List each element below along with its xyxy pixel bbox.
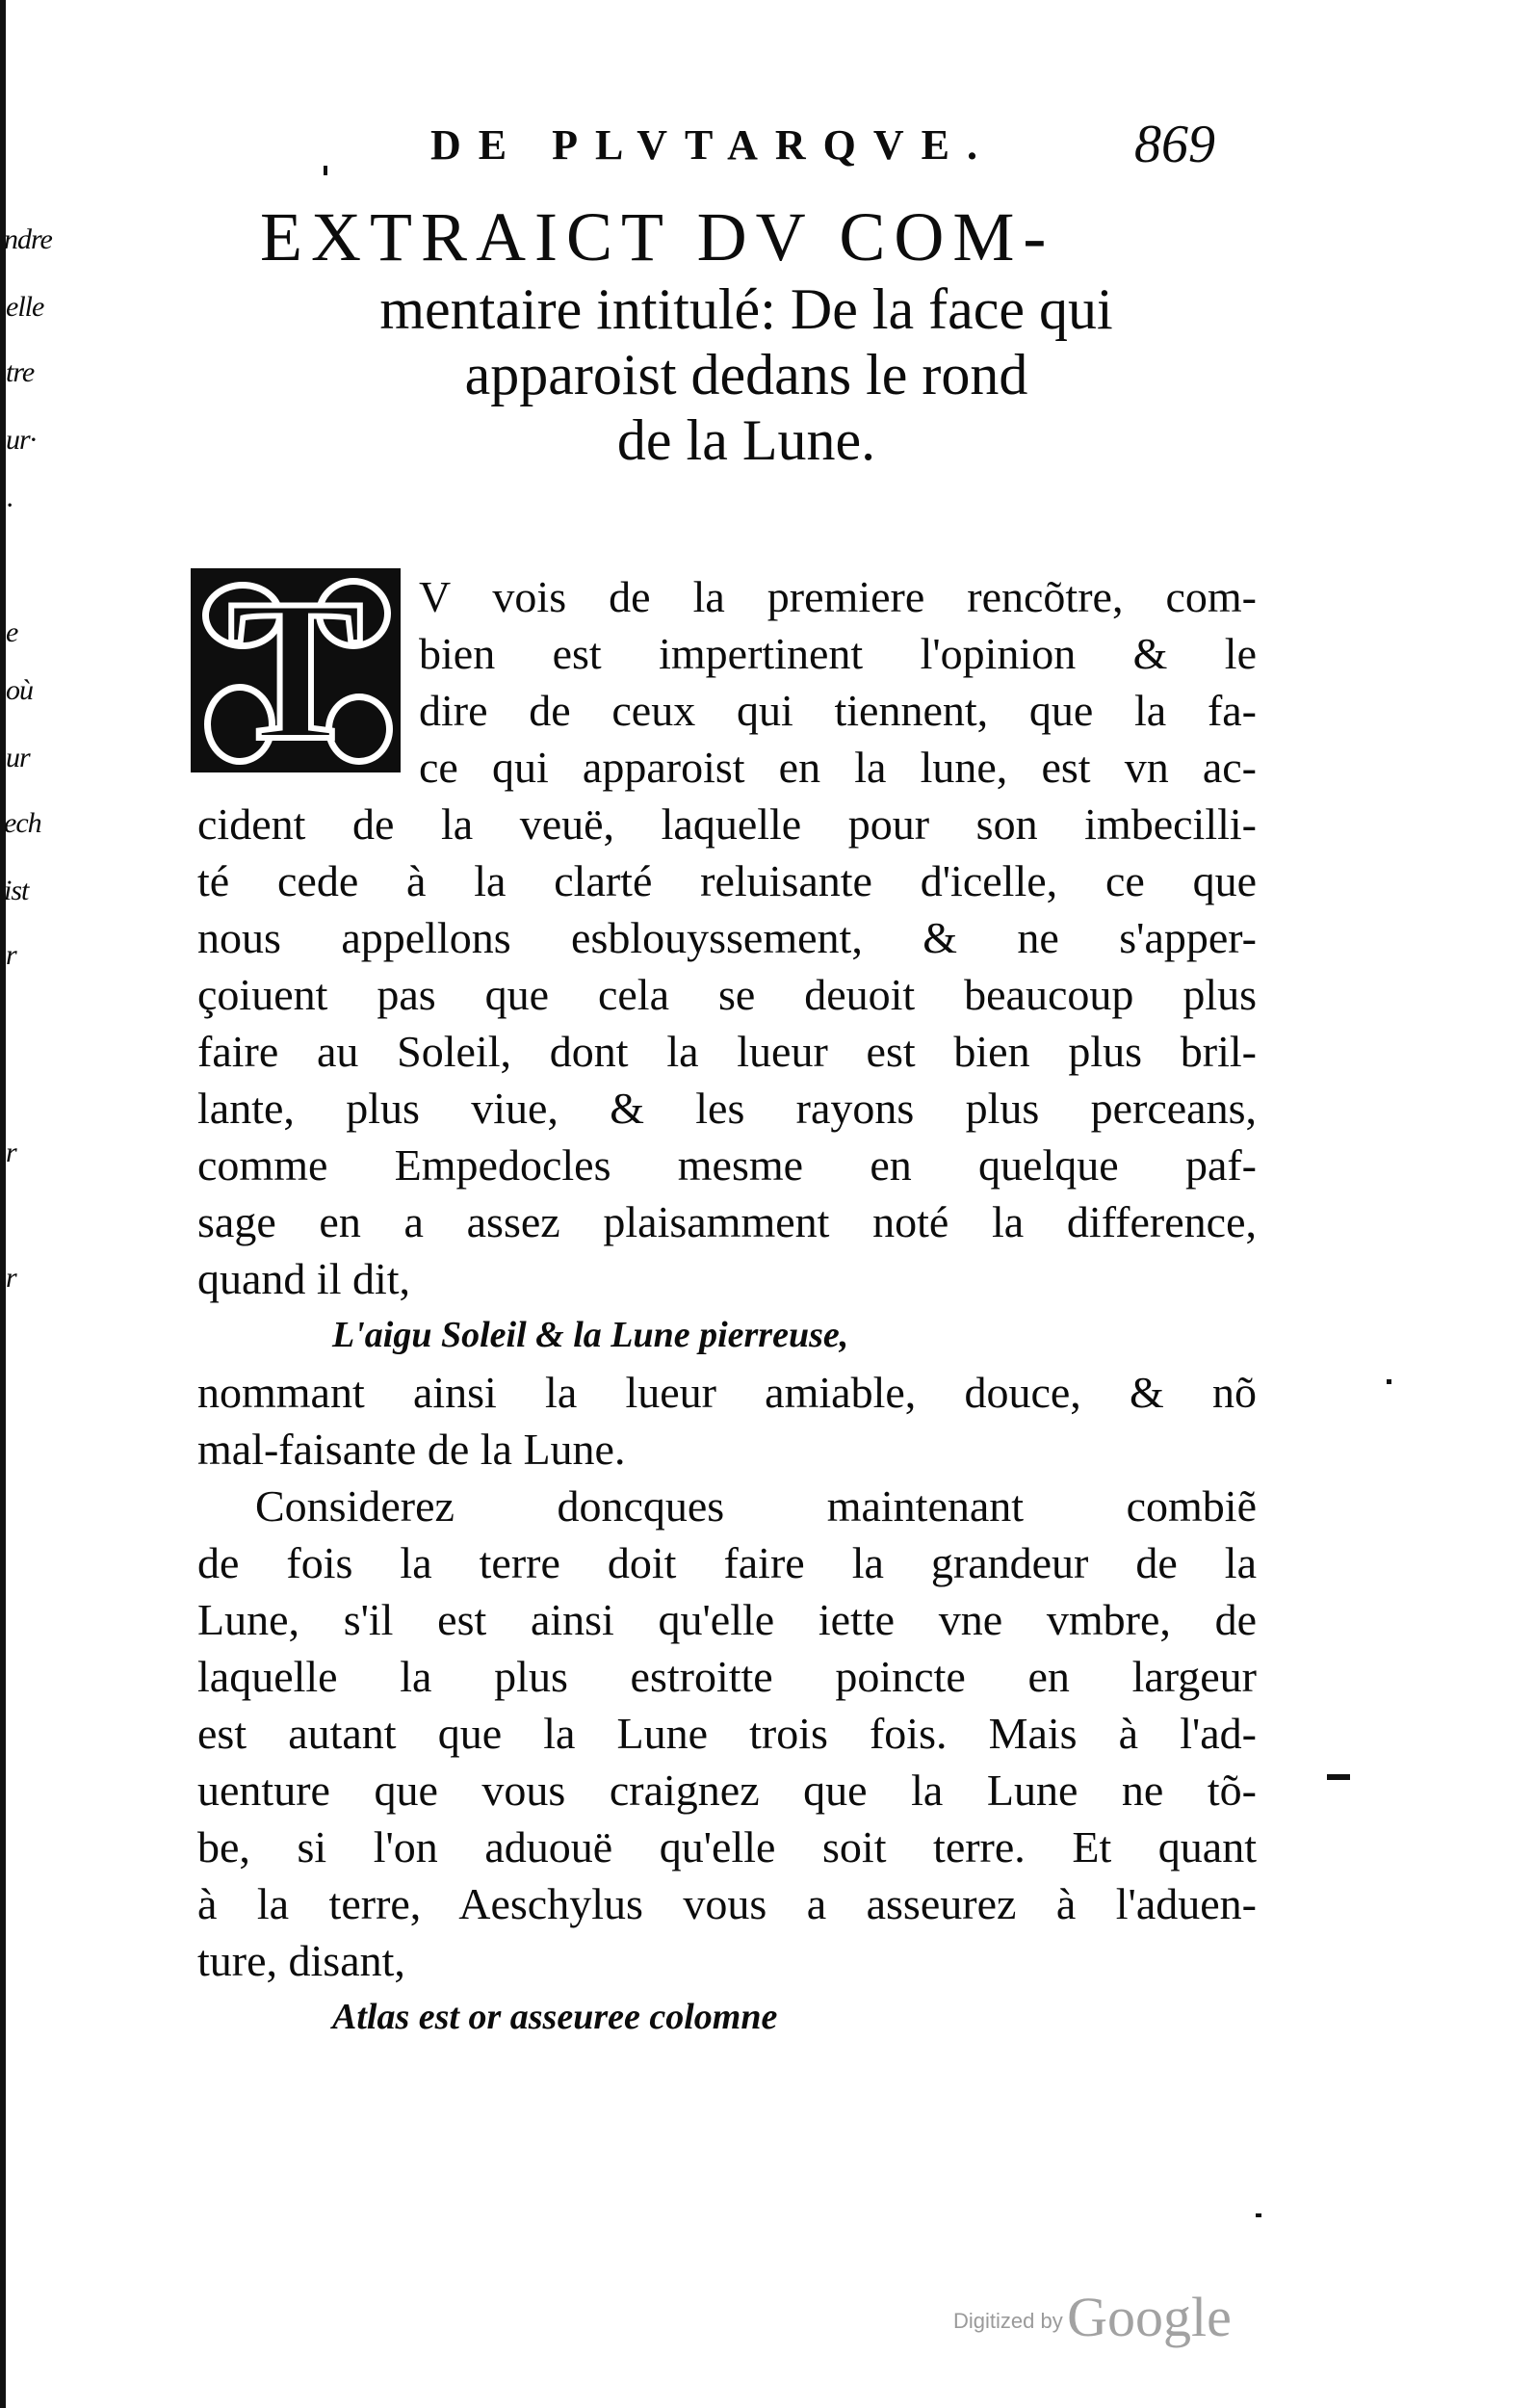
stray-mark (1327, 1774, 1350, 1780)
text-line: sage en a assez plaisamment noté la difference, (197, 1197, 1257, 1246)
stray-mark (1387, 1379, 1391, 1384)
text-line: lante, plus viue, & les rayons plus perceans, (197, 1084, 1257, 1133)
text-line: mal-faisante de la Lune. (197, 1425, 626, 1474)
text-line: est autant que la Lune trois fois. Mais à l'ad- (197, 1709, 1257, 1758)
gutter-fragment: r (6, 1137, 16, 1168)
gutter-fragment: ech (4, 807, 41, 839)
text-line: Lune, s'il est ainsi qu'elle iette vne vmbre, de (197, 1595, 1257, 1644)
page-number: 869 (1134, 115, 1215, 174)
stray-mark (324, 166, 327, 175)
gutter-fragment: e (6, 616, 18, 648)
google-logo: Google (1067, 2286, 1232, 2348)
body-text (197, 568, 1257, 2046)
verse-quotation: Atlas est or asseuree colomne (332, 1997, 778, 2037)
text-line: té cede à la clarté reluisante d'icelle, ce que (197, 856, 1257, 905)
text-line: ture, disant, (197, 1936, 405, 1985)
gutter-fragment: ndre (4, 223, 52, 255)
title-line: de la Lune. (616, 408, 876, 472)
drop-initial-letter: T (227, 568, 364, 772)
text-line: V vois de la premiere rencõtre, com- (419, 572, 1257, 621)
text-line: nommant ainsi la lueur amiable, douce, & nõ (197, 1368, 1257, 1417)
text-line: bien est impertinent l'opinion & le (419, 629, 1257, 678)
text-line: comme Empedocles mesme en quelque paf- (197, 1140, 1257, 1190)
gutter-fragment: ur (6, 742, 30, 773)
watermark-prefix: Digitized by (953, 2309, 1063, 2333)
gutter-fragment: où (6, 674, 33, 706)
text-line: be, si l'on aduouë qu'elle soit terre. Et quant (197, 1822, 1257, 1871)
text-line: dire de ceux qui tiennent, que la fa- (419, 686, 1257, 735)
gutter-fragment: tre (6, 356, 35, 388)
text-line: Considerez doncques maintenant combiẽ (255, 1481, 1257, 1531)
text-line: quand il dit, (197, 1254, 411, 1303)
text-line: laquelle la plus estroitte poincte en largeur (197, 1652, 1257, 1701)
text-line: de fois la terre doit faire la grandeur de la (197, 1538, 1257, 1587)
digitized-watermark (953, 2285, 1232, 2349)
text-line: uenture que vous craignez que la Lune ne tõ- (197, 1766, 1257, 1815)
gutter-fragment: ur· (6, 424, 37, 456)
title-line: EXTRAICT DV COM- (260, 198, 1055, 275)
title-line: mentaire intitulé: De la face qui (379, 277, 1113, 341)
gutter-fragment: ist (4, 875, 29, 906)
text-line: cident de la veuë, laquelle pour son imbecilli- (197, 799, 1257, 849)
gutter-fragment: · (6, 489, 13, 521)
section-title (221, 197, 1271, 473)
text-line: à la terre, Aeschylus vous a asseurez à l'aduen- (197, 1879, 1257, 1928)
gutter-fragment: r (6, 939, 16, 971)
running-head: DE PLVTARQVE. (429, 121, 996, 169)
stray-mark (1256, 2213, 1261, 2217)
text-line: nous appellons esblouyssement, & ne s'apper- (197, 913, 1257, 962)
facing-page-bleed (0, 0, 52, 2408)
text-line: faire au Soleil, dont la lueur est bien plus bril- (197, 1027, 1257, 1076)
gutter-fragment: r (6, 1262, 16, 1294)
verse-quotation: L'aigu Soleil & la Lune pierreuse, (332, 1315, 849, 1355)
gutter-fragment: elle (6, 291, 44, 323)
text-line: ce qui apparoist en la lune, est vn ac- (419, 743, 1257, 792)
text-line: çoiuent pas que cela se deuoit beaucoup plus (197, 970, 1257, 1019)
title-line: apparoist dedans le rond (464, 343, 1028, 406)
